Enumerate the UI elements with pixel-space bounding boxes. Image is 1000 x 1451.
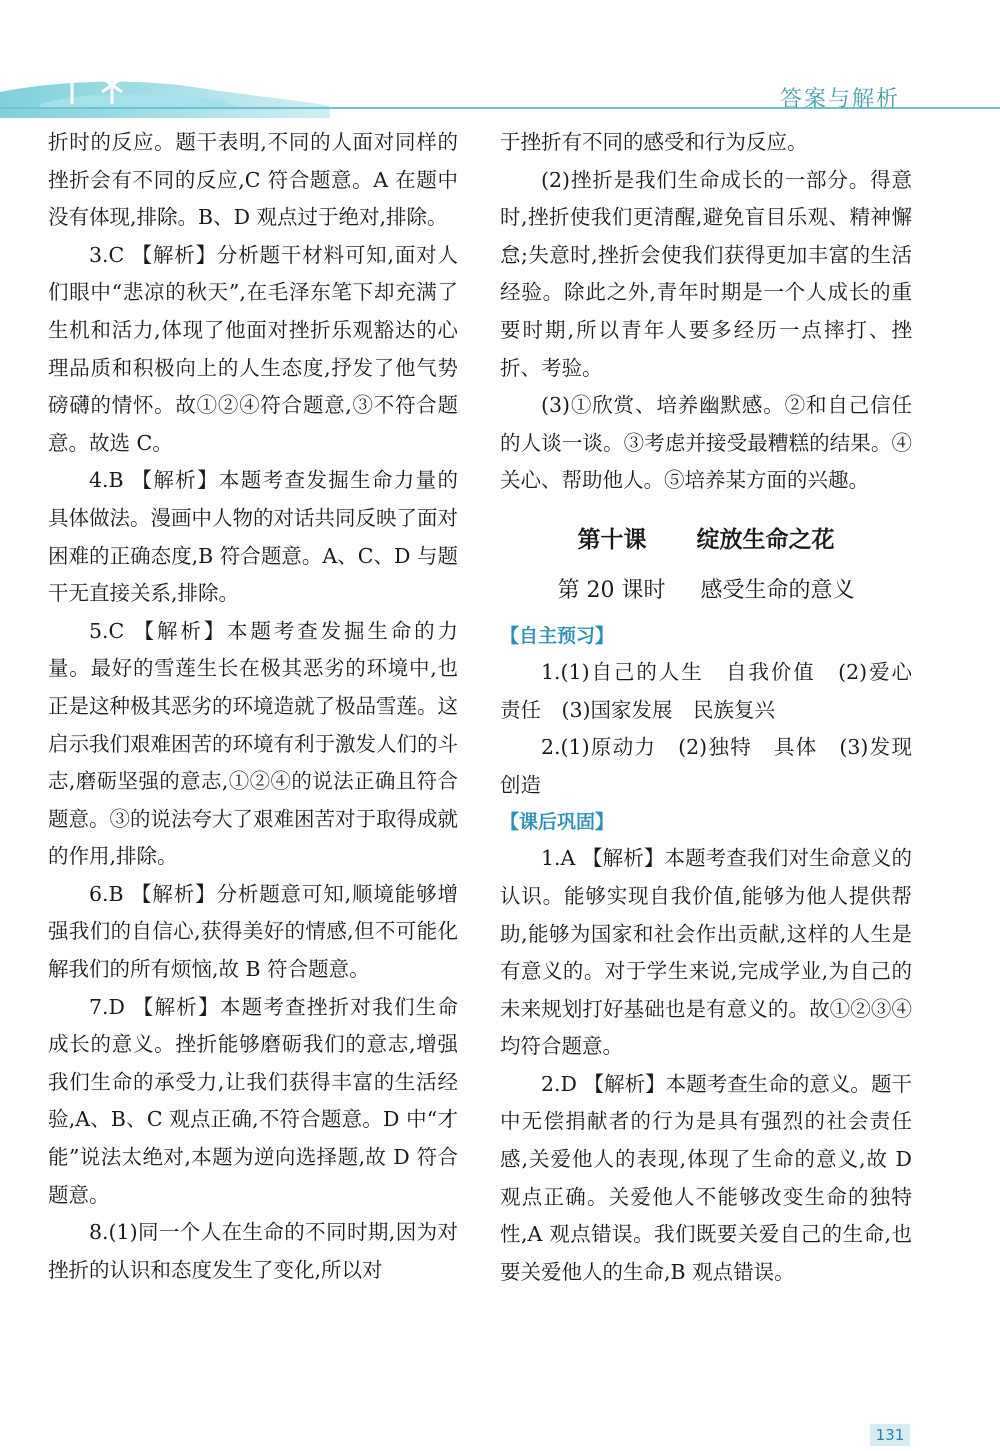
period-heading: [500, 572, 912, 610]
paragraph: 1.A 【解析】本题考查我们对生命意义的认识。能够实现自我价值,能够为他人提供帮助,能够为国家和社会作出贡献,这样的人生是有意义的。对于学生来说,完成学业,为自己的未来规划打好基础也是有意义的。故①②③④均符合题意。: [500, 846, 912, 1059]
lesson-title: 绽放生命之花: [696, 526, 835, 553]
page-header: [0, 0, 1000, 118]
header-title: 答案与解析: [779, 87, 900, 112]
lesson-heading: [500, 522, 912, 558]
paragraph: 5.C 【解析】本题考查发掘生命的力量。最好的雪莲生长在极其恶劣的环境中,也正是这种极其恶劣的环境造就了极品雪莲。这启示我们艰难困苦的环境有利于激发人们的斗志,磨砺坚强的意志,①②④的说法正确且符合题意。③的说法夸大了艰难困苦对于取得成就的作用,排除。: [48, 618, 458, 869]
paragraph: 2.D 【解析】本题考查生命的意义。题干中无偿捐献者的行为是具有强烈的社会责任感,关爱他人的表现,体现了生命的意义,故 D 观点正确。关爱他人不能够改变生命的独特性,A 观点错误。我们既要关爱自己的生命,也要关爱他人的生命,B 观点错误。: [500, 1071, 912, 1284]
section-label-preview: 【自主预习】: [500, 624, 615, 647]
paragraph: 6.B 【解析】分析题意可知,顺境能够增强我们的自信心,获得美好的情感,但不可能化解我们的所有烦恼,故 B 符合题意。: [48, 881, 458, 982]
paragraph: 4.B 【解析】本题考查发掘生命力量的具体做法。漫画中人物的对话共同反映了面对困难的正确态度,B 符合题意。A、C、D 与题干无直接关系,排除。: [48, 468, 458, 606]
paragraph: 折时的反应。题干表明,不同的人面对同样的挫折会有不同的反应,C 符合题意。A 在题中没有体现,排除。B、D 观点过于绝对,排除。: [48, 130, 458, 230]
paragraph: 于挫折有不同的感受和行为反应。: [500, 130, 808, 154]
period-number: 第 20 课时: [557, 577, 666, 603]
section-label-consolidate: 【课后巩固】: [500, 811, 615, 834]
left-column: [48, 124, 458, 1289]
consolidate-items: [500, 840, 912, 1291]
paragraph: (3)①欣赏、培养幽默感。②和自己信任的人谈一谈。③考虑并接受最糟糕的结果。④关心、帮助他人。⑤培养某方面的兴趣。: [500, 393, 912, 493]
page-number: 131: [870, 1424, 910, 1446]
paragraph: 3.C 【解析】分析题干材料可知,面对人们眼中“悲凉的秋天”,在毛泽东笔下却充满了生机和活力,体现了他面对挫折乐观豁达的心理品质和积极向上的人生态度,抒发了他气势磅礴的情怀。故①②④符合题意,③不符合题意。故选 C。: [48, 242, 458, 455]
right-column-top: [500, 124, 912, 500]
lesson-number: 第十课: [577, 526, 647, 553]
paragraph: 7.D 【解析】本题考查挫折对我们生命成长的意义。挫折能够磨砺我们的意志,增强我们生命的承受力,让我们获得丰富的生活经验,A、B、C 观点正确,不符合题意。D 中“才能”说法太绝对,本题为逆向选择题,故 D 符合题意。: [48, 994, 458, 1207]
paragraph: 2.(1)原动力 (2)独特 具体 (3)发现 创造: [500, 735, 933, 797]
preview-items: [500, 654, 933, 804]
paragraph: 1.(1)自己的人生 自我价值 (2)爱心 责任 (3)国家发展 民族复兴: [500, 659, 933, 722]
paragraph: 8.(1)同一个人在生命的不同时期,因为对挫折的认识和态度发生了变化,所以对: [48, 1220, 458, 1282]
period-title: 感受生命的意义: [700, 577, 855, 603]
paragraph: (2)挫折是我们生命成长的一部分。得意时,挫折使我们更清醒,避免盲目乐观、精神懈怠;失意时,挫折会使我们获得更加丰富的生活经验。除此之外,青年时期是一个人成长的重要时期,所以青年人要多经历一点摔打、挫折、考验。: [500, 167, 912, 380]
right-column: [500, 124, 933, 1291]
